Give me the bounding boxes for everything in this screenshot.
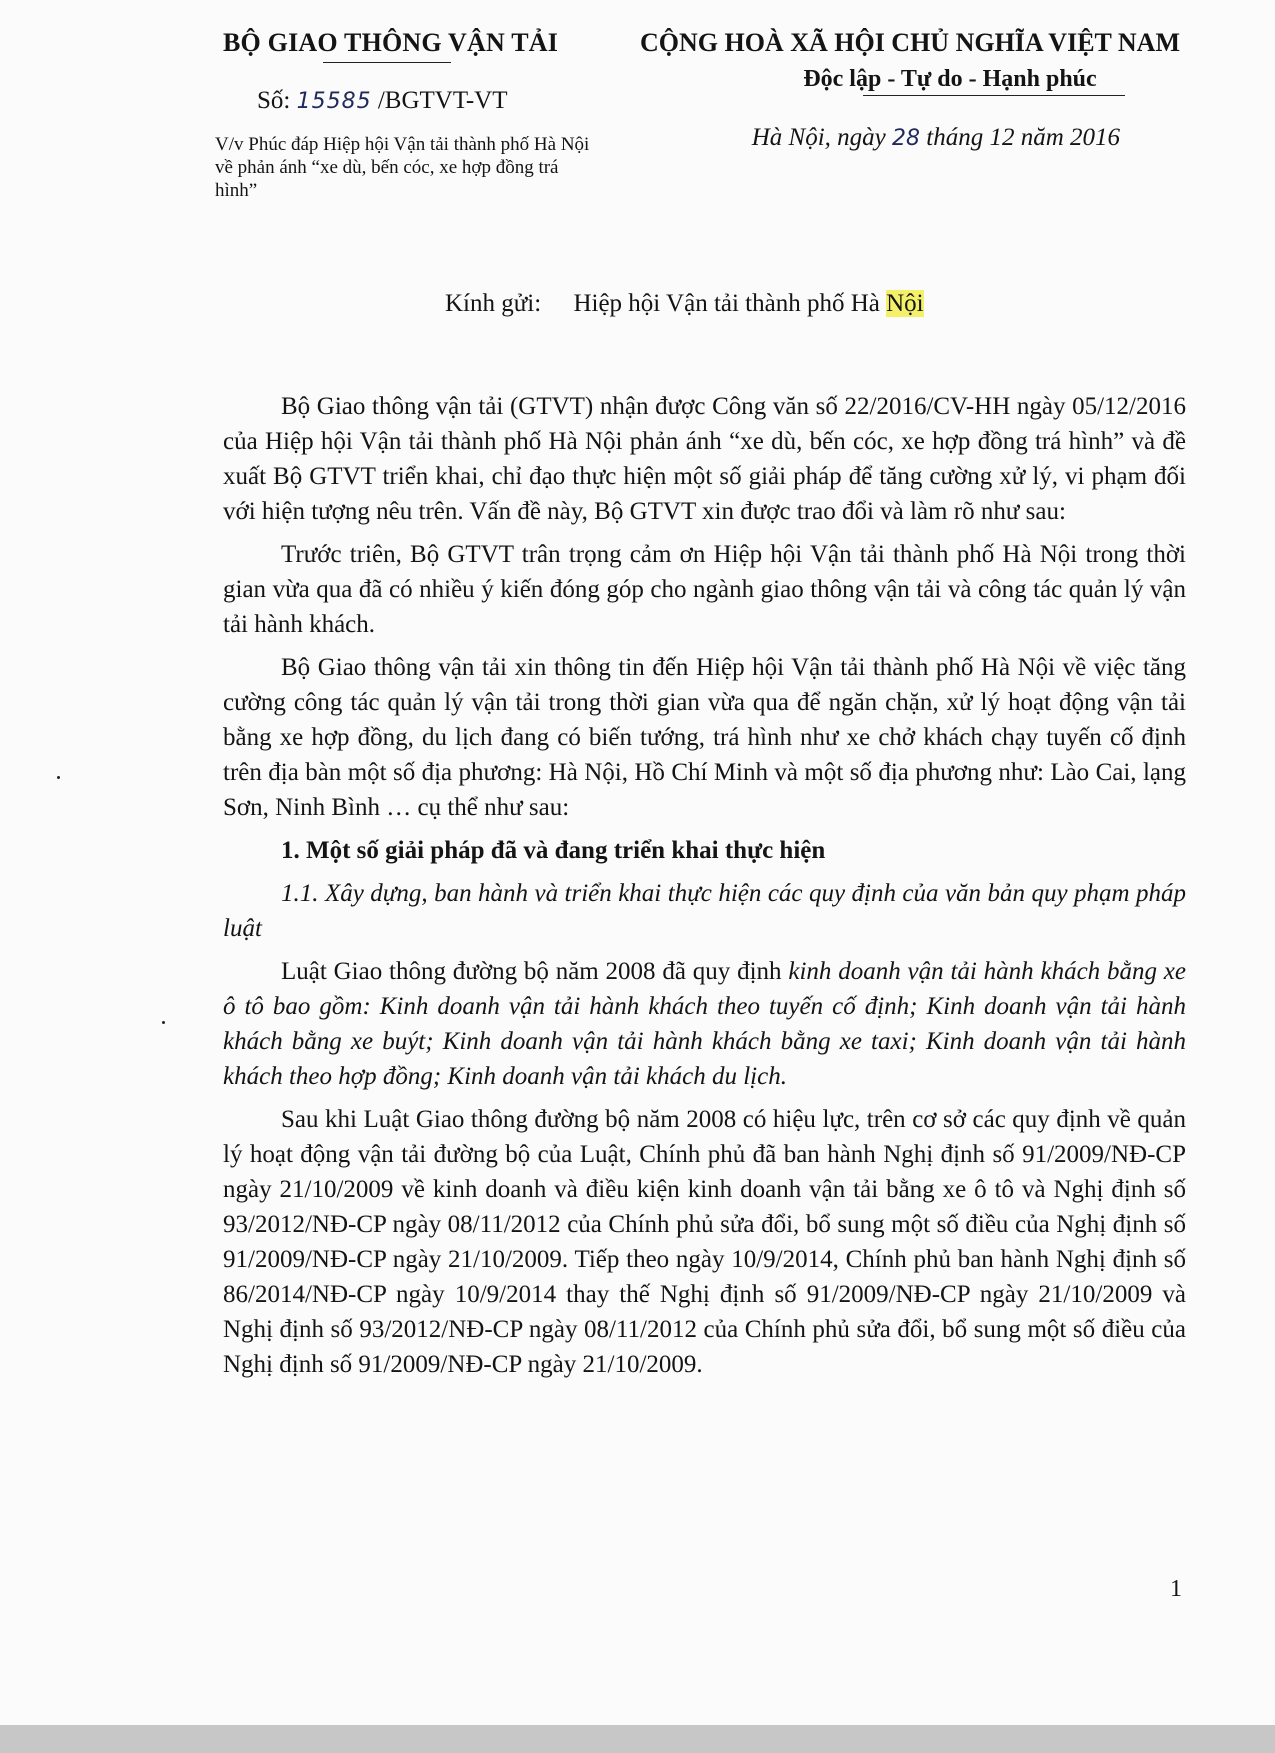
ministry-underline — [323, 62, 451, 63]
margin-speck — [162, 1021, 165, 1024]
paragraph-2: Trước triên, Bộ GTVT trân trọng cảm ơn Hiệp hội Vận tải thành phố Hà Nội trong thời gian vừa qua đã có nhiều ý kiến đóng góp cho ngành giao thông vận tải và công tác quản lý vận tải hành khách. — [223, 541, 1186, 638]
margin-speck — [57, 776, 60, 779]
recipient-name: Hiệp hội Vận tải thành phố Hà — [573, 290, 880, 317]
issuing-agency-block — [205, 28, 645, 202]
country-name: CỘNG HOÀ XÃ HỘI CHỦ NGHĨA VIỆT NAM — [639, 28, 1181, 57]
ministry-name: BỘ GIAO THÔNG VẬN TẢI — [223, 28, 559, 57]
page-number: 1 — [1170, 1576, 1182, 1602]
doc-number-prefix: Số: — [257, 87, 291, 114]
place-date-prefix: Hà Nội, ngày — [751, 124, 886, 151]
doc-number-handwritten: 15585 — [296, 89, 372, 114]
paragraph-4-italic: kinh doanh vận tải hành khách bằng xe ô tô bao gồm: Kinh doanh vận tải hành khách theo tuyến cố định; Kinh doanh vận tải hành khách bằng xe buýt; Kinh doanh vận tải hành khách bằng xe taxi; Kinh doanh vận tải hành khách theo hợp đồng; Kinh doanh vận tải khách du lịch. — [223, 958, 1186, 1090]
section-1-heading: 1. Một số giải pháp đã và đang triển khai thực hiện — [281, 837, 826, 864]
place-date-suffix: tháng 12 năm 2016 — [926, 124, 1120, 151]
document-number — [257, 87, 645, 115]
paragraph-4 — [223, 954, 1186, 1094]
place-and-date — [600, 124, 1220, 152]
paragraph-1: Bộ Giao thông vận tải (GTVT) nhận được Công văn số 22/2016/CV-HH ngày 05/12/2016 của Hiệp hội Vận tải thành phố Hà Nội phản ánh “xe dù, bến cóc, xe hợp đồng trá hình” và đề xuất Bộ GTVT triển khai, chỉ đạo thực hiện một số giải pháp để tăng cường xử lý, vi phạm đối với hiện tượng nêu trên. Vấn đề này, Bộ GTVT xin được trao đổi và làm rõ như sau: — [223, 393, 1186, 525]
paragraph-4-lead: Luật Giao thông đường bộ năm 2008 đã quy định — [281, 958, 782, 985]
recipient-line — [445, 290, 924, 318]
recipient-label: Kính gửi: — [445, 290, 542, 317]
document-subject: V/v Phúc đáp Hiệp hội Vận tải thành phố Hà Nội về phản ánh “xe dù, bến cóc, xe hợp đồng trá hình” — [215, 134, 590, 201]
subsection-1-1-heading: 1.1. Xây dựng, ban hành và triển khai thực hiện các quy định của văn bản quy phạm pháp luật — [223, 880, 1186, 942]
paragraph-5: Sau khi Luật Giao thông đường bộ năm 2008 có hiệu lực, trên cơ sở các quy định về quản lý hoạt động vận tải đường bộ của Luật, Chính phủ đã ban hành Nghị định số 91/2009/NĐ-CP ngày 21/10/2009 về kinh doanh và điều kiện kinh doanh vận tải bằng xe ô tô và Nghị định số 93/2012/NĐ-CP ngày 08/11/2012 của Chính phủ sửa đổi, bổ sung một số điều của Nghị định số 91/2009/NĐ-CP ngày 21/10/2009. Tiếp theo ngày 10/9/2014, Chính phủ ban hành Nghị định số 86/2014/NĐ-CP ngày 10/9/2014 thay thế Nghị định số 91/2009/NĐ-CP ngày 21/10/2009 và Nghị định số 93/2012/NĐ-CP ngày 08/11/2012 của Chính phủ sửa đổi, bổ sung một số điều của Nghị định số 91/2009/NĐ-CP ngày 21/10/2009. — [223, 1106, 1186, 1378]
motto-underline — [863, 95, 1125, 96]
national-header-block — [600, 28, 1220, 152]
national-motto: Độc lập - Tự do - Hạnh phúc — [803, 66, 1097, 92]
scan-bottom-edge — [0, 1725, 1275, 1753]
doc-number-suffix: /BGTVT-VT — [377, 87, 508, 114]
letter-body — [223, 389, 1186, 1390]
place-date-day-handwritten: 28 — [892, 126, 920, 151]
recipient-name-highlighted: Nội — [886, 290, 924, 317]
paragraph-3: Bộ Giao thông vận tải xin thông tin đến Hiệp hội Vận tải thành phố Hà Nội về việc tăng cường công tác quản lý vận tải trong thời gian vừa qua để ngăn chặn, xử lý hoạt động vận tải bằng xe hợp đồng, du lịch đang có biến tướng, trá hình như xe chở khách chạy tuyến cố định trên địa bàn một số địa phương: Hà Nội, Hồ Chí Minh và một số địa phương như: Lào Cai, lạng Sơn, Ninh Bình … cụ thể như sau: — [223, 654, 1186, 821]
